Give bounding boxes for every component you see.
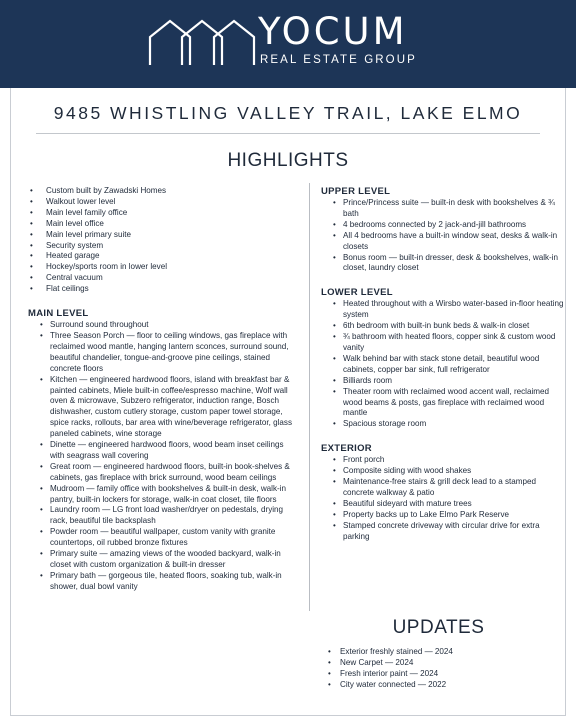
list-item: • Composite siding with wood shakes xyxy=(333,466,566,477)
list-item: • New Carpet — 2024 xyxy=(328,657,553,668)
exterior-title: EXTERIOR xyxy=(321,443,372,455)
lower-level-title: LOWER LEVEL xyxy=(321,287,393,299)
address-divider xyxy=(36,133,540,134)
brand-tagline: REAL ESTATE GROUP xyxy=(260,54,417,66)
list-item: • Main level family office xyxy=(28,208,300,219)
list-item: • Prince/Princess suite — built-in desk with bookshelves & ¾ bath xyxy=(333,198,566,220)
column-divider xyxy=(309,183,310,611)
main-level-list xyxy=(40,320,300,593)
list-item: • All 4 bedrooms have a built-in window seat, desks & walk-in closets xyxy=(333,231,566,253)
list-item: • Maintenance-free stairs & grill deck lead to a stamped concrete walkway & patio xyxy=(333,477,566,499)
list-item: • Primary bath — gorgeous tile, heated floors, soaking tub, walk-in shower, dual bowl vanity xyxy=(40,571,300,593)
list-item: • Front porch xyxy=(333,455,566,466)
updates-title: UPDATES xyxy=(392,617,485,638)
intro-list xyxy=(28,186,300,295)
list-item: • City water connected — 2022 xyxy=(328,679,553,690)
exterior-list xyxy=(333,455,566,542)
list-item: • 6th bedroom with built-in bunk beds & walk-in closet xyxy=(333,321,566,332)
list-item: • Flat ceilings xyxy=(28,284,300,295)
list-item: • Powder room — beautiful wallpaper, custom vanity with granite countertops, oil rubbed bronze fixtures xyxy=(40,527,300,549)
list-item: • Laundry room — LG front load washer/dryer on pedestals, drying rack, beautiful tile backsplash xyxy=(40,505,300,527)
brand-name: YOCUM xyxy=(258,10,408,53)
list-item: • ¾ bathroom with heated floors, copper sink & custom wood vanity xyxy=(333,332,566,354)
list-item: • Dinette — engineered hardwood floors, wood beam inset ceilings with seagrass wall covering xyxy=(40,440,300,462)
list-item: • Main level primary suite xyxy=(28,230,300,241)
lower-level-list xyxy=(333,299,566,430)
list-item: • Billiards room xyxy=(333,376,566,387)
upper-level-list xyxy=(333,198,566,274)
list-item: • Beautiful sideyard with mature trees xyxy=(333,499,566,510)
list-item: • Mudroom — family office with bookshelves & built-in desk, walk-in pantry, built-in lockers for storage, walk-in coat closet, tile floors xyxy=(40,484,300,506)
left-column xyxy=(28,186,300,593)
list-item: • Security system xyxy=(28,241,300,252)
right-column xyxy=(321,186,566,542)
highlights-title: HIGHLIGHTS xyxy=(227,150,349,171)
list-item: • Exterior freshly stained — 2024 xyxy=(328,646,553,657)
list-item: • Property backs up to Lake Elmo Park Reserve xyxy=(333,510,566,521)
list-item: • Walkout lower level xyxy=(28,197,300,208)
list-item: • 4 bedrooms connected by 2 jack-and-jill bathrooms xyxy=(333,220,566,231)
upper-level-title: UPPER LEVEL xyxy=(321,186,391,197)
list-item: • Custom built by Zawadski Homes xyxy=(28,186,300,197)
brand-header xyxy=(0,0,576,88)
list-item: • Heated throughout with a Wirsbo water-based in-floor heating system xyxy=(333,299,566,321)
list-item: • Surround sound throughout xyxy=(40,320,300,331)
list-item: • Fresh interior paint — 2024 xyxy=(328,668,553,679)
list-item: • Heated garage xyxy=(28,251,300,262)
house-rooflines-logo-icon xyxy=(148,15,256,65)
list-item: • Spacious storage room xyxy=(333,419,566,430)
list-item: • Hockey/sports room in lower level xyxy=(28,262,300,273)
list-item: • Bonus room — built-in dresser, desk & bookshelves, walk-in closet, laundry closet xyxy=(333,253,566,275)
list-item: • Walk behind bar with stack stone detail, beautiful wood cabinets, copper bar sink, full refrigerator xyxy=(333,354,566,376)
list-item: • Stamped concrete driveway with circular drive for extra parking xyxy=(333,521,566,543)
list-item: • Kitchen — engineered hardwood floors, island with breakfast bar & painted cabinets, Miele built-in coffee/espresso machine, Wolf wall oven & microwave, Subzero refrigerator, induction range, Bosch dishwasher, custom cutlery storage, custom paper towel storage, spice racks, rollouts, bar area with wine/beverage refrigerator, glass paneled cabinets, wine storage xyxy=(40,375,300,440)
list-item: • Great room — engineered hardwood floors, built-in book-shelves & cabinets, gas fireplace with brick surround, wood beam ceilings xyxy=(40,462,300,484)
property-address: 9485 WHISTLING VALLEY TRAIL, LAKE ELMO xyxy=(53,103,523,123)
list-item: • Primary suite — amazing views of the wooded backyard, walk-in closet with custom organization & built-in dresser xyxy=(40,549,300,571)
list-item: • Central vacuum xyxy=(28,273,300,284)
main-level-title: MAIN LEVEL xyxy=(28,308,89,320)
list-item: • Main level office xyxy=(28,219,300,230)
list-item: • Theater room with reclaimed wood accent wall, reclaimed wood beams & posts, gas fireplace with reclaimed wood mantle xyxy=(333,387,566,420)
updates-list xyxy=(328,646,553,690)
list-item: • Three Season Porch — floor to ceiling windows, gas fireplace with reclaimed wood mantle, hanging lantern sconces, surround sound, beautiful chandelier, tongue-and-groove pine ceilings, stained concrete floors xyxy=(40,331,300,375)
